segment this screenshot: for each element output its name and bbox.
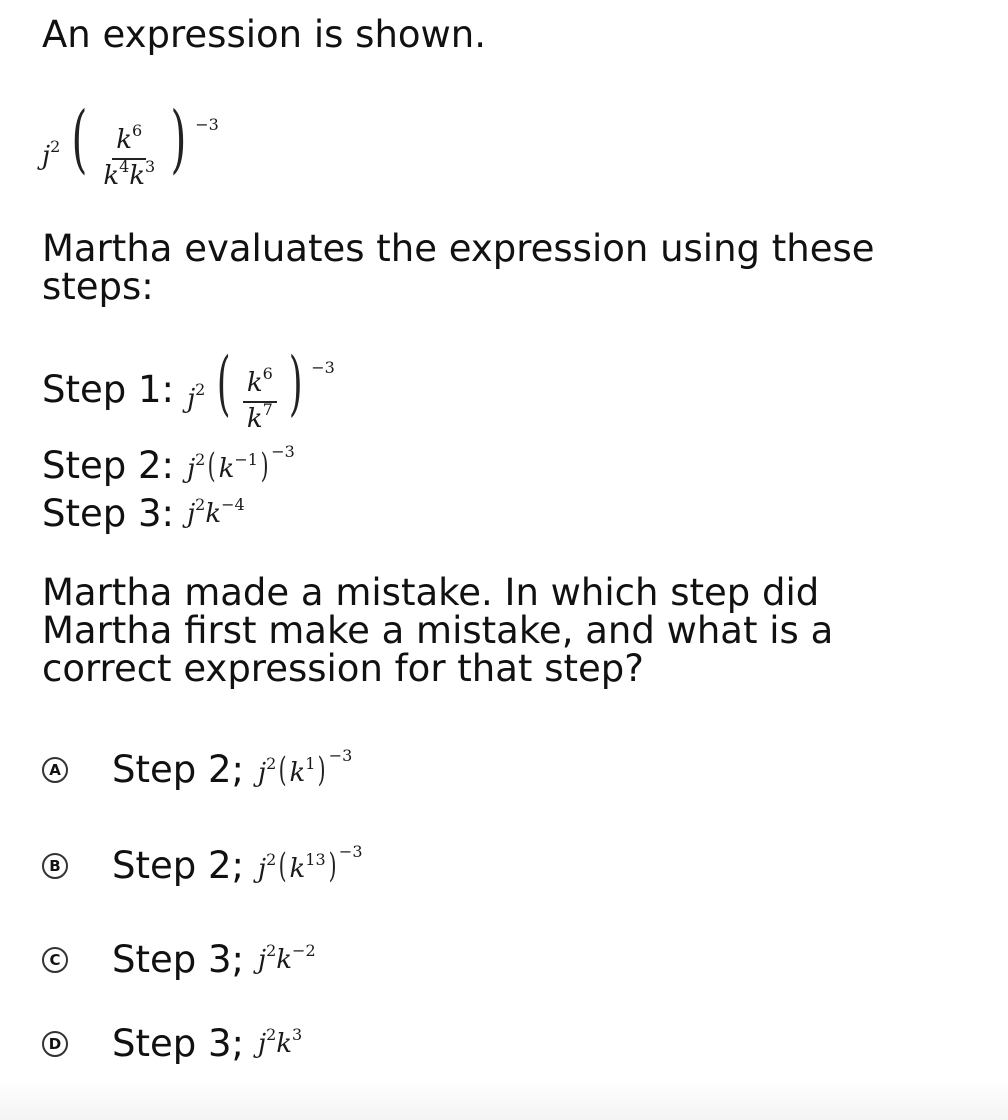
- choice-d-bubble[interactable]: D: [42, 1031, 68, 1057]
- choice-c-bubble[interactable]: C: [42, 947, 68, 973]
- choice-b-math: $j^2$( $k^{13}$) $^{-3}$: [258, 841, 363, 886]
- step-1-math: $j^2$ ( $\frac{k^6}{k^7}$ ) −3: [187, 342, 335, 434]
- left-paren: (: [71, 96, 88, 182]
- choice-label: Step 2;: [112, 844, 245, 887]
- choice-d-math: $j^2k^3$: [258, 1024, 303, 1059]
- step-3-math: $j^2k^{-4}$: [187, 494, 245, 529]
- step-label: Step 1:: [42, 368, 175, 412]
- step-label: Step 3:: [42, 492, 175, 535]
- choice-a-math: $j^2$( $k^1$) $^{-3}$: [258, 745, 353, 790]
- choice-label: Step 3;: [112, 938, 245, 981]
- right-paren: ): [170, 96, 187, 182]
- fraction: $\frac{k^6}{k^4k^3}$: [103, 120, 156, 191]
- step-label: Step 2:: [42, 444, 175, 487]
- intro-text: An expression is shown.: [42, 13, 487, 56]
- choice-b-bubble[interactable]: B: [42, 853, 68, 879]
- expression-math: [42, 96, 219, 195]
- choice-b[interactable]: [42, 841, 363, 887]
- step-1: [42, 342, 335, 438]
- original-expression: [42, 96, 219, 195]
- coef: j: [42, 141, 51, 171]
- bottom-shadow: [0, 1080, 1008, 1120]
- lead-text: Martha evaluates the expression using these steps:: [42, 227, 875, 308]
- choice-a-bubble[interactable]: A: [42, 757, 68, 783]
- choice-a[interactable]: [42, 745, 353, 791]
- choice-label: Step 2;: [112, 748, 245, 791]
- step-2-math: $j^2$( $k^{-1}$) $^{-3}$: [187, 441, 295, 486]
- question-text: Martha made a mistake. In which step did Martha first make a mistake, and what is a correct expression for that step?: [42, 571, 834, 690]
- step-3: [42, 492, 245, 535]
- step-2: [42, 441, 295, 487]
- outer-exponent: −3: [195, 115, 219, 134]
- choice-d[interactable]: [42, 1022, 302, 1065]
- coef-exponent: 2: [50, 137, 61, 156]
- choice-c[interactable]: [42, 938, 316, 981]
- choice-c-math: $j^2k^{-2}$: [258, 940, 316, 975]
- choice-label: Step 3;: [112, 1022, 245, 1065]
